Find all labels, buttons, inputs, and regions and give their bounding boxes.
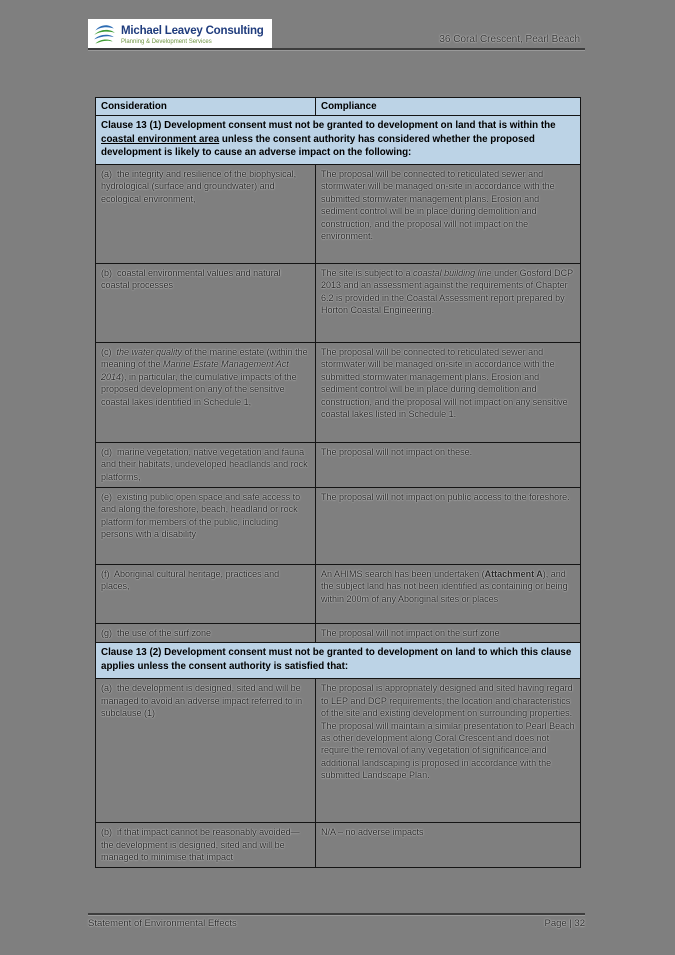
column-header-consideration: Consideration [96, 98, 316, 116]
table-row-1a [96, 165, 581, 264]
compliance-cell: The site is subject to a coastal building line under Gosford DCP 2013 and an assessment against the requirements of Chapter 6.2 is provided in the Coastal Assessment report prepared by Horton Coastal Engineering. [316, 264, 581, 343]
consideration-cell: (e) existing public open space and safe access to and along the foreshore, beach, headland or rock platform for members of the public, including persons with a disability [96, 488, 316, 565]
table-row-1b [96, 264, 581, 343]
consideration-cell: (a) the development is designed, sited and will be managed to avoid an adverse impact referred to in subclause (1) [96, 679, 316, 823]
table-row-1g [96, 624, 581, 643]
compliance-cell: The proposal is appropriately designed and sited having regard to LEP and DCP requirements, the location and characteristics of the site and existing development on surrounding properties. The proposal will maintain a similar presentation to Pearl Beach as other development along Coral Crescent and does not require the removal of any vegetation of significance and additional landscaping is proposed in accordance with the submitted Landscape Plan. [316, 679, 581, 823]
consideration-cell: (d) marine vegetation, native vegetation and fauna and their habitats, undeveloped headlands and rock platforms, [96, 443, 316, 488]
table-header-row [96, 98, 581, 116]
consideration-cell: (b) coastal environmental values and natural coastal processes [96, 264, 316, 343]
header-rule [88, 48, 585, 51]
header-project-address: 36 Coral Crescent, Pearl Beach [439, 34, 580, 45]
table-row-1d [96, 443, 581, 488]
page-footer [88, 918, 585, 929]
compliance-cell: The proposal will not impact on the surf zone [316, 624, 581, 643]
compliance-cell: N/A – no adverse impacts [316, 823, 581, 867]
footer-page-number: Page | 32 [544, 918, 585, 929]
table-row-1c [96, 343, 581, 443]
compliance-cell: The proposal will be connected to reticulated sewer and stormwater will be managed on-site in accordance with the submitted stormwater management plans. Erosion and sediment control will be in place during demolition and construction, and the proposal will not impact on any sensitive coastal lakes listed in Schedule 1. [316, 343, 581, 443]
footer-document-title: Statement of Environmental Effects [88, 918, 237, 929]
clause-13-2-heading-row [96, 643, 581, 679]
consideration-cell: (f) Aboriginal cultural heritage, practices and places, [96, 565, 316, 624]
clause-13-1-heading-row [96, 116, 581, 165]
consideration-cell: (a) the integrity and resilience of the biophysical, hydrological (surface and groundwater) and ecological environment, [96, 165, 316, 264]
table-row-1e [96, 488, 581, 565]
footer-rule [88, 913, 585, 916]
compliance-table [95, 97, 581, 868]
table-row-1f [96, 565, 581, 624]
logo-swirl-icon [91, 22, 117, 48]
logo-tagline: Planning & Development Services [121, 38, 212, 45]
compliance-cell: The proposal will not impact on public access to the foreshore. [316, 488, 581, 565]
clause-13-2-heading: Clause 13 (2) Development consent must not be granted to development on land to which this clause applies unless the consent authority is satisfied that: [96, 643, 581, 679]
consideration-cell: (b) if that impact cannot be reasonably avoided—the development is designed, sited and will be managed to minimise that impact [96, 823, 316, 867]
logo-title: Michael Leavey Consulting [121, 24, 264, 37]
table-row-2b [96, 823, 581, 867]
consideration-cell: (g) the use of the surf zone [96, 624, 316, 643]
column-header-compliance: Compliance [316, 98, 581, 116]
compliance-cell: The proposal will be connected to reticulated sewer and stormwater will be managed on-site in accordance with the submitted stormwater management plans. Erosion and sediment control will be in place during demolition and construction, and the proposal will not impact on the environment. [316, 165, 581, 264]
compliance-cell: An AHIMS search has been undertaken (Attachment A), and the subject land has not been identified as containing or being within 200m of any Aboriginal sites or places [316, 565, 581, 624]
table-row-2a [96, 679, 581, 823]
company-logo [88, 19, 272, 51]
clause-13-1-heading: Clause 13 (1) Development consent must not be granted to development on land that is within the coastal environment area unless the consent authority has considered whether the proposed development is likely to cause an adverse impact on the following: [96, 116, 581, 165]
consideration-cell: (c) the water quality of the marine estate (within the meaning of the Marine Estate Management Act 2014), in particular, the cumulative impacts of the proposed development on any of the sensitive coastal lakes identified in Schedule 1, [96, 343, 316, 443]
compliance-cell: The proposal will not impact on these. [316, 443, 581, 488]
